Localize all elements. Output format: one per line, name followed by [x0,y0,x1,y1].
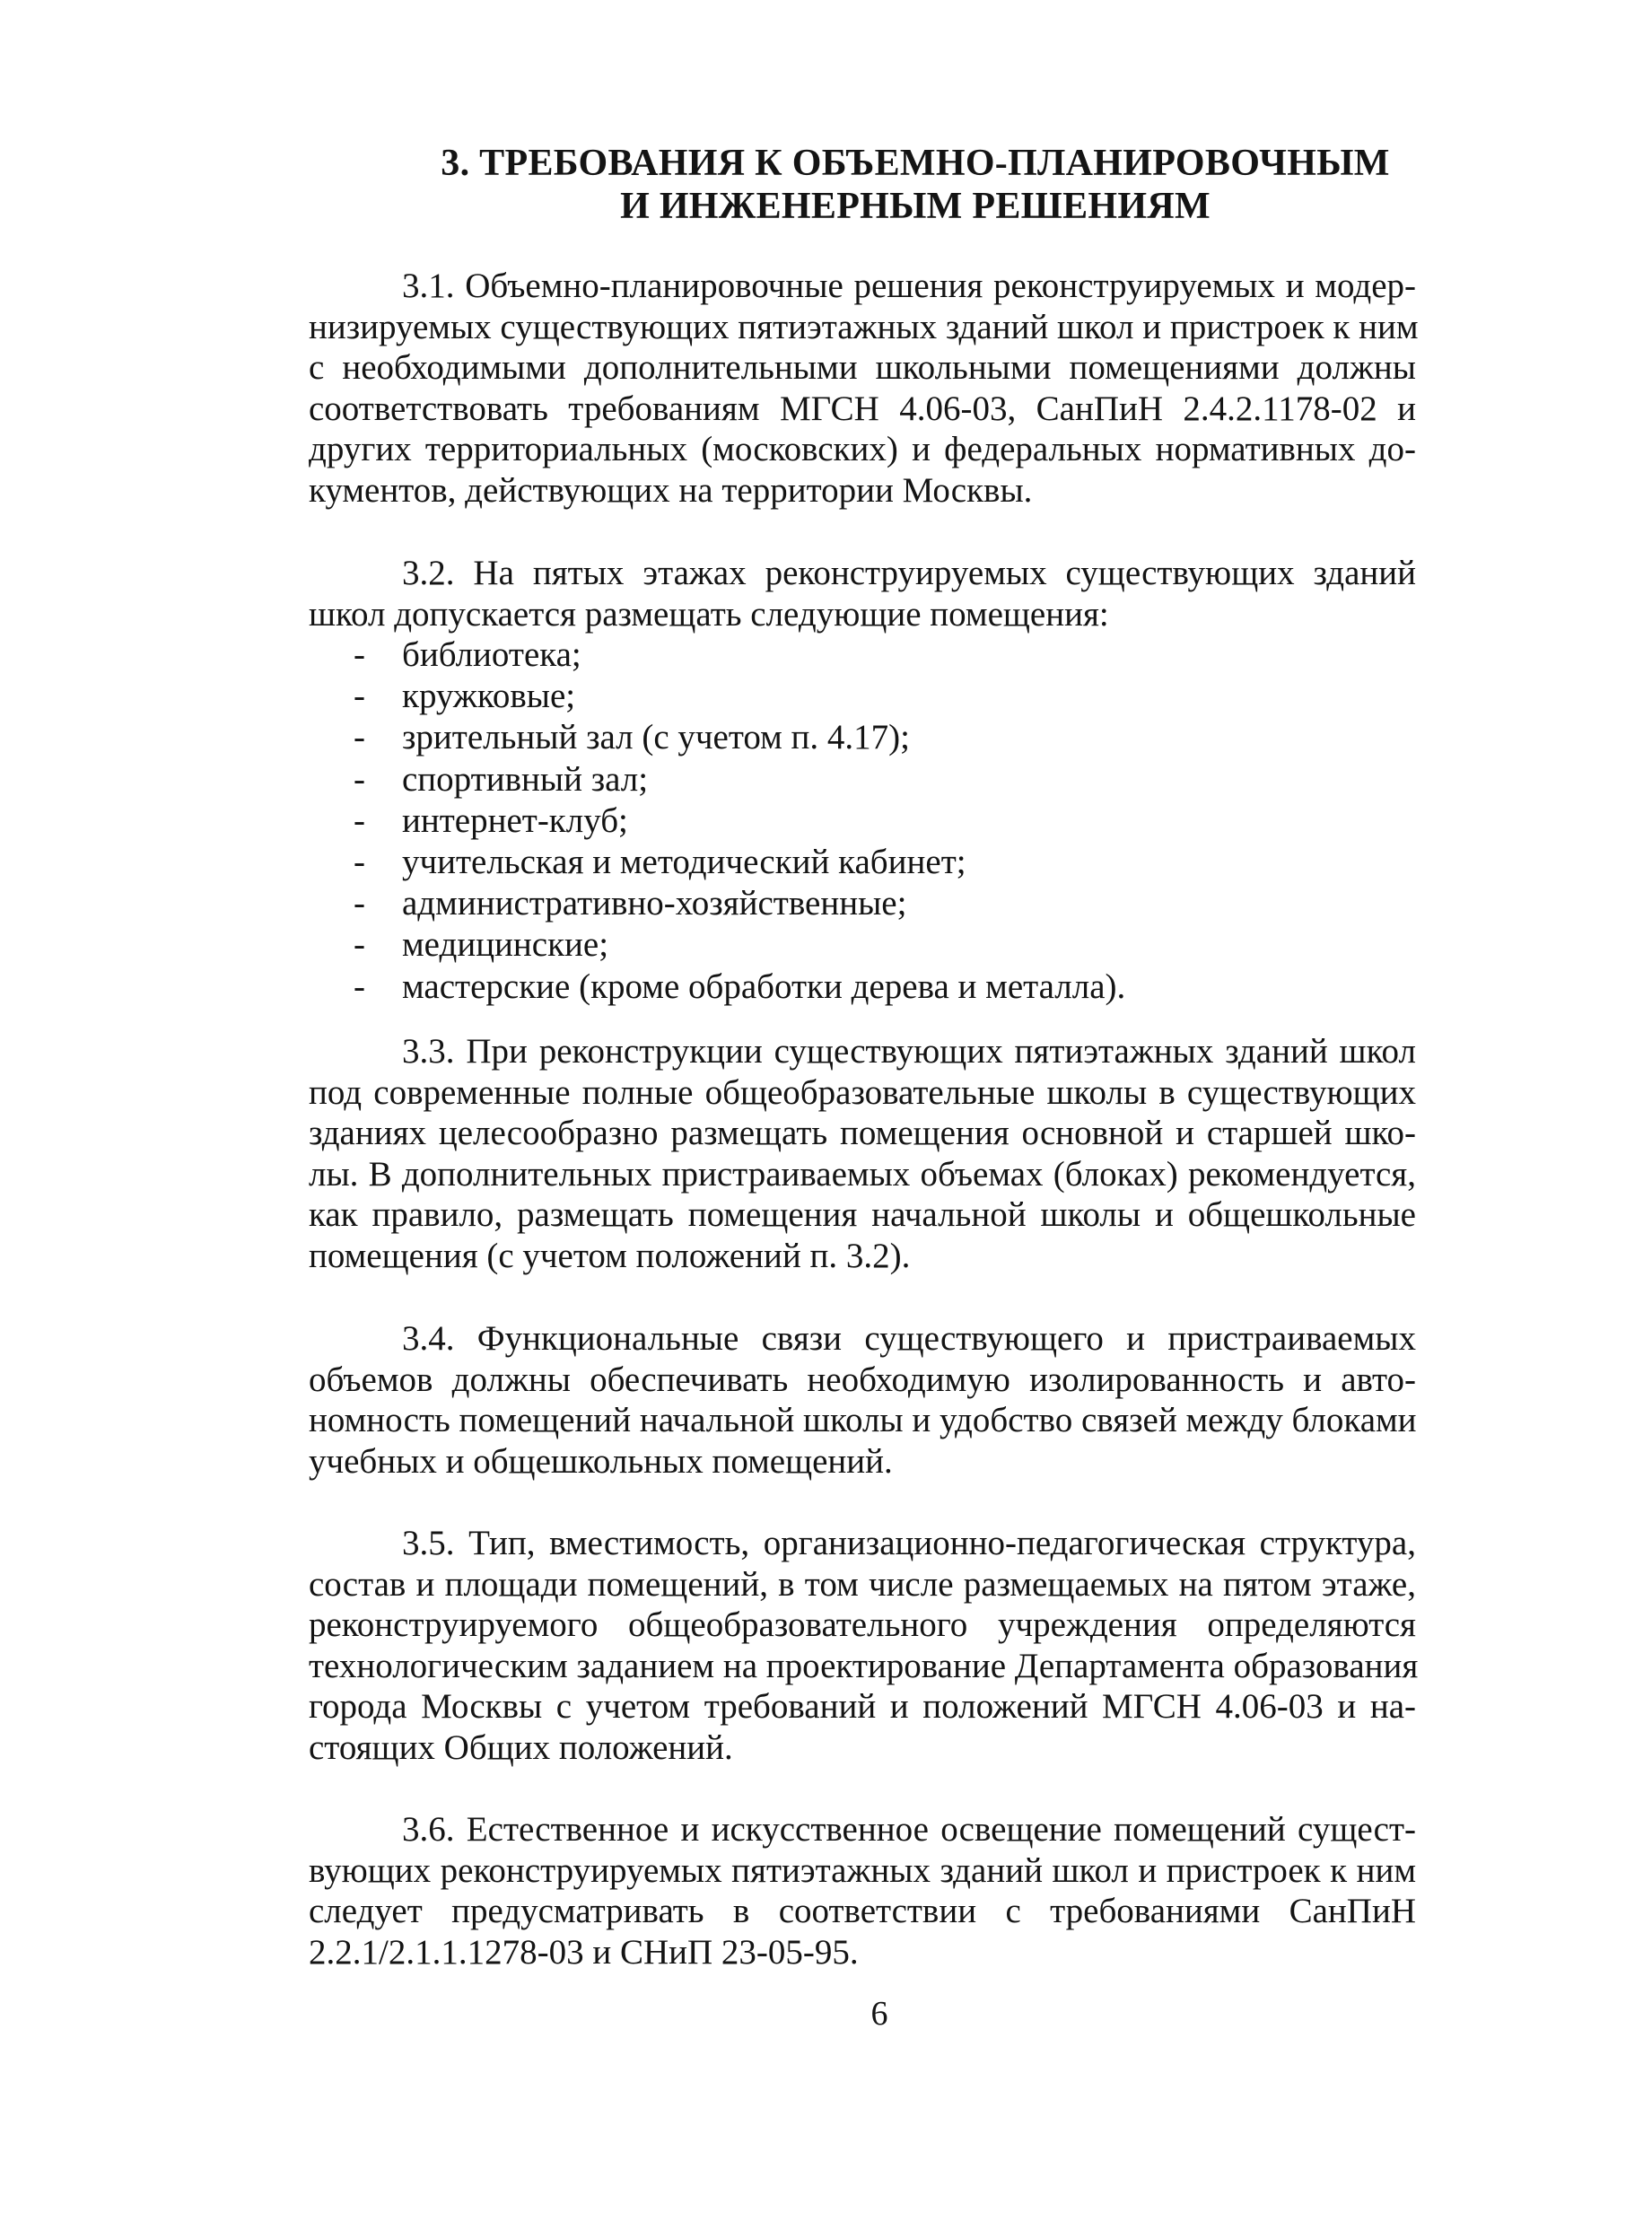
paragraph-line: соответствовать требованиям МГСН 4.06-03, СанПиН 2.4.2.1178-02 и [309,389,1416,428]
paragraph-3-5 [309,1523,1419,1769]
paragraph-line: состав и площади помещений, в том числе размещаемых на пятом этаже, [309,1564,1416,1604]
paragraph-line: 3.4. Функциональные связи существующего и пристраиваемых [402,1319,1416,1358]
list-item: - зрительный зал (с учетом п. 4.17); [354,718,910,757]
paragraph-line: города Москвы с учетом требований и положений МГСН 4.06-03 и на- [309,1687,1416,1727]
paragraph-line: как правило, размещать помещения начальной школы и общешкольные [309,1195,1416,1235]
paragraph-line: 3.3. При реконструкции существующих пятиэтажных зданий школ [402,1032,1416,1071]
list-item: - кружковые; [354,677,576,716]
paragraph-line: учебных и общешкольных помещений. [309,1441,893,1481]
paragraph-line: зданиях целесообразно размещать помещения основной и старшей шко- [309,1114,1416,1153]
paragraph-3-1 [309,266,1419,512]
paragraph-line: реконструируемого общеобразовательного учреждения определяются [309,1605,1416,1645]
paragraph-line: других территориальных (московских) и федеральных нормативных до- [309,430,1416,469]
paragraph-line: 3.1. Объемно-планировочные решения реконструируемых и модер- [402,267,1416,305]
paragraph-line: под современные полные общеобразовательные школы в существующих [309,1072,1416,1112]
rooms-list [354,634,1385,1008]
paragraph-3-2 [309,553,1416,634]
paragraph-3-3 [309,1031,1416,1277]
paragraph-line: номность помещений начальной школы и удобство связей между блоками [309,1401,1417,1440]
paragraph-line: помещения (с учетом положений п. 3.2). [309,1236,911,1275]
paragraph-line: стоящих Общих положений. [309,1727,733,1767]
paragraph-line: лы. В дополнительных пристраиваемых объемах (блоках) рекомендуется, [309,1154,1416,1194]
list-item: - интернет-клуб; [354,800,628,840]
list-item: - медицинские; [354,925,609,965]
page-number: 6 [870,1995,888,2033]
list-item: - мастерские (кроме обработки дерева и металла). [354,966,1126,1006]
paragraph-line: 3.6. Естественное и искусственное освещение помещений сущест- [402,1810,1416,1849]
list-item: - спортивный зал; [354,759,649,799]
paragraph-line: технологическим заданием на проектирование Департамента образования [309,1646,1419,1685]
heading-line-1: 3. ТРЕБОВАНИЯ К ОБЪЕМНО-ПЛАНИРОВОЧНЫМ [441,143,1390,184]
list-item: - административно-хозяйственные; [354,884,907,923]
heading-line-2: И ИНЖЕНЕРНЫМ РЕШЕНИЯМ [620,186,1211,227]
paragraph-line: 2.2.1/2.1.1.1278-03 и СНиП 23-05-95. [309,1932,859,1972]
paragraph-line: 3.2. На пятых этажах реконструируемых существующих зданий [402,554,1416,592]
paragraph-line: вующих реконструируемых пятиэтажных зданий школ и пристроек к ним [309,1850,1416,1890]
paragraph-3-6 [309,1809,1416,1972]
paragraph-line: кументов, действующих на территории Москвы. [309,470,1033,510]
paragraph-line: низируемых существующих пятиэтажных зданий школ и пристроек к ним [309,307,1419,346]
paragraph-3-4 [309,1318,1416,1482]
section-heading [305,142,1525,228]
paragraph-line: 3.5. Тип, вместимость, организационно-педагогическая структура, [402,1524,1416,1562]
paragraph-line: следует предусматривать в соответствии с требованиями СанПиН [309,1892,1416,1931]
paragraph-line: школ допускается размещать следующие помещения: [309,594,1109,634]
list-item: - учительская и методический кабинет; [354,843,966,882]
list-item: - библиотека; [354,635,581,674]
paragraph-line: объемов должны обеспечивать необходимую изолированность и авто- [309,1360,1416,1399]
paragraph-line: с необходимыми дополнительными школьными помещениями должны [309,348,1416,388]
